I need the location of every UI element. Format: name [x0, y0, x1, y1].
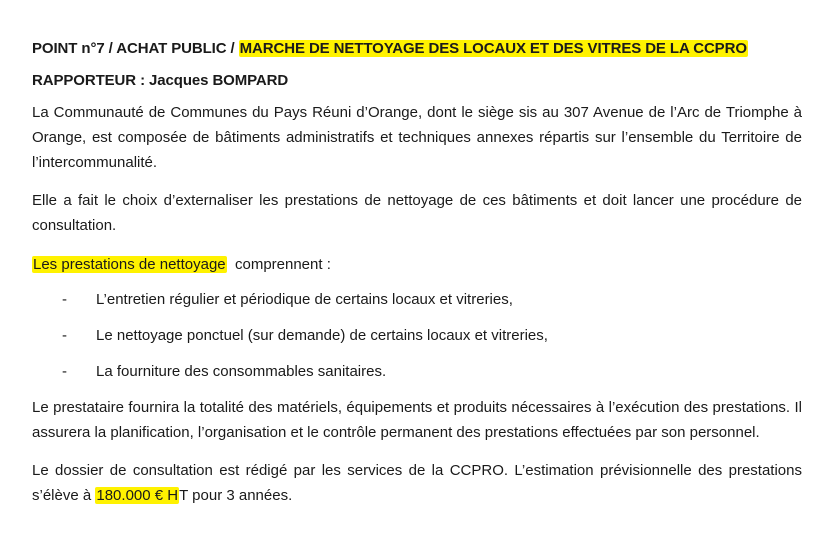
- rapporteur-heading: RAPPORTEUR : Jacques BOMPARD: [32, 72, 289, 89]
- point-heading: [32, 38, 802, 60]
- dossier-text-before: Le dossier de consultation est rédigé par les services de la CCPRO. L’estimation prévisionnelle des prestations s’élève à: [32, 462, 802, 504]
- list-bullet: -: [62, 363, 67, 380]
- dossier-amount-highlight: 180.000 € H: [96, 487, 179, 504]
- list-item: [32, 287, 802, 312]
- list-title-highlight: Les prestations de nettoyage: [33, 256, 226, 273]
- prestations-list: [32, 287, 802, 384]
- list-item: [32, 359, 802, 384]
- list-bullet: -: [62, 327, 67, 344]
- point-title-highlight: MARCHE DE NETTOYAGE DES LOCAUX ET DES VITRES DE LA CCPRO: [239, 40, 747, 57]
- list-title-rest: comprennent :: [226, 256, 331, 273]
- list-item-text: La fourniture des consommables sanitaires.: [96, 363, 387, 380]
- paragraph-prestataire: Le prestataire fournira la totalité des matériels, équipements et produits nécessaires à l’exécution des prestations. Il assurera la planification, l’organisation et le contrôle permanent des prestations effectuées par son personnel.: [32, 399, 802, 441]
- list-item: [32, 323, 802, 348]
- paragraph-list-title: [32, 252, 802, 277]
- list-bullet: -: [62, 291, 67, 308]
- document-page: [32, 38, 802, 508]
- paragraph-choice: Elle a fait le choix d’externaliser les prestations de nettoyage de ces bâtiments et doit lancer une procédure de consultation.: [32, 192, 802, 234]
- list-item-text: L’entretien régulier et périodique de certains locaux et vitreries,: [96, 291, 513, 308]
- paragraph-intro: La Communauté de Communes du Pays Réuni d’Orange, dont le siège sis au 307 Avenue de l’Arc de Triomphe à Orange, est composée de bâtiments administratifs et techniques annexes répartis sur l’ensemble du Territoire de l’intercommunalité.: [32, 104, 802, 171]
- paragraph-dossier: [32, 458, 802, 508]
- dossier-text-after: T pour 3 années.: [179, 487, 293, 504]
- point-prefix: POINT n°7 / ACHAT PUBLIC /: [32, 40, 239, 57]
- list-item-text: Le nettoyage ponctuel (sur demande) de certains locaux et vitreries,: [96, 327, 548, 344]
